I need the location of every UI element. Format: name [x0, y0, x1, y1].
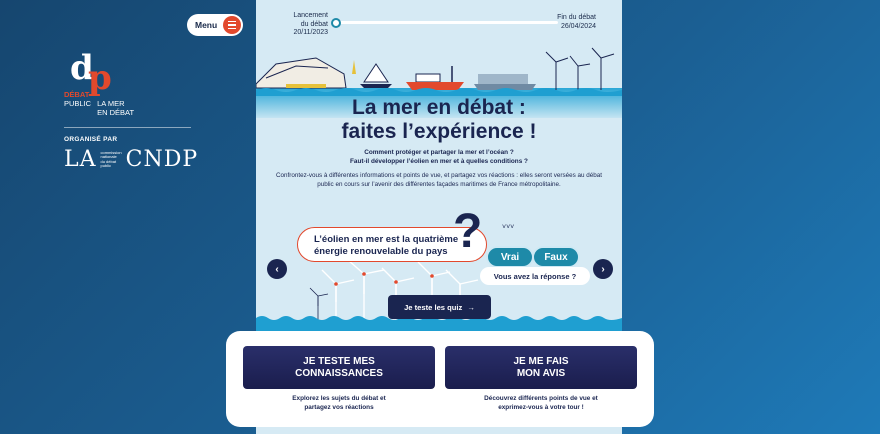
- logo-text-debat: DÉBAT: [64, 90, 90, 99]
- logo-text-la-mer: LA MER: [97, 99, 125, 108]
- quiz-cta-button[interactable]: [388, 295, 491, 319]
- form-opinion-label: JE ME FAIS MON AVIS: [513, 355, 569, 379]
- cndp-logo-subtitle: commission nationale du débat public: [100, 149, 122, 168]
- brand-divider: [64, 127, 191, 128]
- timeline-end-date: 26/04/2024: [560, 22, 596, 30]
- chevron-left-icon: ‹: [275, 263, 279, 275]
- question-line-2: Faut-il développer l’éolien en mer et à quelles conditions ?: [350, 158, 528, 165]
- brand-block: [64, 48, 199, 172]
- carousel-prev-button[interactable]: [267, 259, 287, 279]
- carousel-next-button[interactable]: [593, 259, 613, 279]
- timeline-start-label: Lancement du débat: [293, 12, 328, 28]
- question-mark-icon: ?: [453, 205, 483, 258]
- timeline-end-label: Fin du débat: [557, 14, 596, 21]
- test-knowledge-desc-text: Explorez les sujets du débat et partagez vos réactions: [292, 395, 386, 411]
- quiz-cta-label: Je teste les quiz: [404, 302, 463, 312]
- test-knowledge-description: [243, 395, 435, 412]
- hamburger-icon: [223, 16, 241, 34]
- logo-text-en-debat: EN DÉBAT: [97, 108, 135, 117]
- cndp-logo-cndp: CNDP: [125, 147, 199, 172]
- coastal-scene-illustration: [256, 44, 622, 96]
- arrow-right-icon: →: [467, 302, 475, 312]
- logo-text: [64, 90, 194, 117]
- menu-label: Menu: [195, 20, 218, 30]
- debate-timeline: [256, 10, 622, 40]
- test-knowledge-button[interactable]: [243, 346, 435, 389]
- test-knowledge-label: JE TESTE MES CONNAISSANCES: [295, 355, 383, 379]
- question-line-1: Comment protéger et partager la mer et l’océan ?: [364, 149, 514, 156]
- title-line-2: faites l’expérience !: [341, 120, 537, 143]
- quiz-statement: L’éolien en mer est la quatrième énergie renouvelable du pays: [297, 227, 487, 262]
- organised-by-label: ORGANISÉ PAR: [64, 136, 118, 143]
- debat-public-logo[interactable]: d p: [70, 48, 112, 98]
- hero-intro: Confrontez-vous à différentes informations et points de vue, et partagez vos réactions : elles seront versées au débat public en cours sur l’avenir des différentes façades maritimes de France métropolitaine.: [275, 172, 603, 188]
- answer-prompt: Vous avez la réponse ?: [480, 267, 590, 285]
- cndp-logo-la: LA: [64, 147, 97, 172]
- cndp-logo[interactable]: [64, 147, 199, 172]
- timeline-bar: [338, 21, 558, 24]
- title-line-1: La mer en débat :: [352, 96, 526, 119]
- true-button[interactable]: Vrai: [486, 246, 534, 268]
- menu-button[interactable]: [187, 14, 243, 36]
- timeline-start: [284, 12, 328, 38]
- chevron-right-icon: ›: [601, 263, 605, 275]
- timeline-start-date: 20/11/2023: [293, 29, 328, 36]
- logo-text-public: PUBLIC: [64, 99, 92, 108]
- hero-questions: [256, 148, 622, 166]
- timeline-end: [557, 14, 596, 31]
- page-title: [256, 96, 622, 144]
- action-cards: [226, 331, 654, 427]
- form-opinion-description: [445, 395, 637, 412]
- sparkle-icon: ˅˅˅: [502, 224, 515, 231]
- form-opinion-desc-text: Découvrez différents points de vue et exprimez-vous à votre tour !: [484, 395, 598, 411]
- form-opinion-button[interactable]: [445, 346, 637, 389]
- timeline-progress-dot: [331, 18, 341, 28]
- false-button[interactable]: Faux: [532, 246, 580, 268]
